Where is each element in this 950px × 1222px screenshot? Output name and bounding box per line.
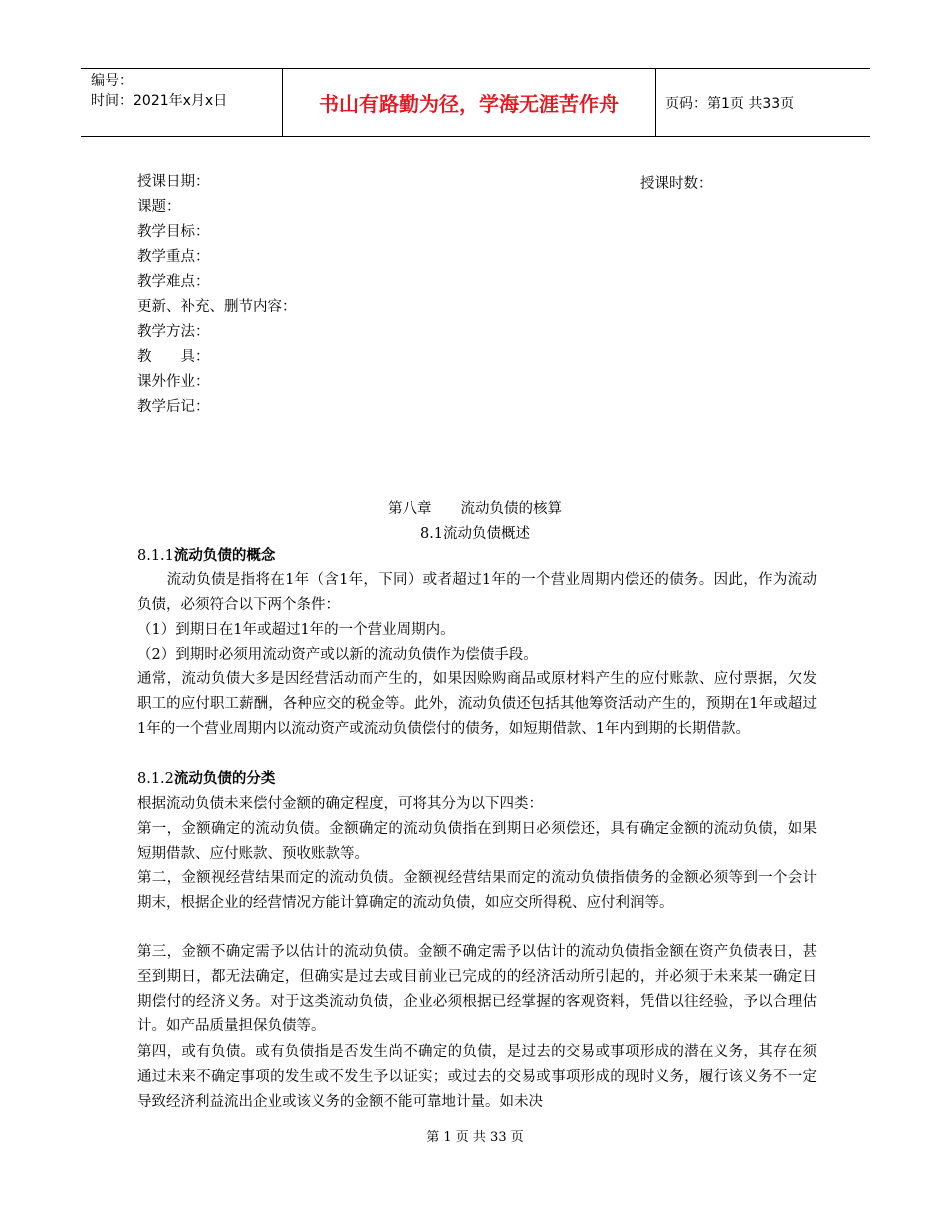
paragraph: 第二，金额视经营结果而定的流动负债。金额视经营结果而定的流动负债指债务的金额必须等到一个会计期末，根据企业的经营情况方能计算确定的流动负债，如应交所得税、应付利润等。: [137, 870, 817, 911]
section-title: 8.1流动负债概述: [419, 526, 531, 542]
subsection-heading: [137, 546, 275, 566]
paragraph: （1）到期日在1年或超过1年的一个营业周期内。: [137, 622, 455, 638]
form-updates: 更新、补充、删节内容：: [137, 299, 297, 315]
header-divider: [655, 69, 656, 136]
paragraph: 第一，金额确定的流动负债。金额确定的流动负债指在到期日必须偿还，具有确定金额的流动负债，如果短期借款、应付账款、预收账款等。: [137, 821, 817, 862]
subsection-number: 8.1.2: [137, 771, 174, 787]
paragraph: （2）到期时必须用流动资产或以新的流动负债作为偿债手段。: [137, 647, 538, 663]
form-notes: 教学后记：: [137, 399, 210, 415]
paragraph: 第三，金额不确定需予以估计的流动负债。金额不确定需予以估计的流动负债指金额在资产负债表日，甚至到期日，都无法确定，但确实是过去或目前业已完成的的经济活动所引起的，并必须于未来某一确定日期偿付的经济义务。对于这类流动负债，企业必须根据已经掌握的客观资料，凭借以往经验，予以合理估计。如产品质量担保负债等。: [137, 944, 817, 1035]
form-key-points: 教学重点：: [137, 249, 210, 265]
page-footer: 第 1 页 共 33 页: [426, 1130, 524, 1145]
form-tools: 教 具：: [137, 349, 210, 365]
subsection-heading: [137, 769, 275, 789]
paragraph: 根据流动负债未来偿付金额的确定程度，可将其分为以下四类：: [137, 796, 543, 812]
form-methods: 教学方法：: [137, 324, 210, 340]
header-motto: 书山有路勤为径，学海无涯苦作舟: [319, 92, 619, 116]
header-page-info: 页码：第1页 共33页: [665, 96, 795, 112]
number-label: 编号：: [91, 73, 133, 89]
subsection-number: 8.1.1: [137, 548, 174, 564]
form-hours: 授课时数：: [640, 176, 713, 192]
form-homework: 课外作业：: [137, 374, 210, 390]
form-topic: 课题：: [137, 199, 181, 215]
form-difficulties: 教学难点：: [137, 274, 210, 290]
form-date: 授课日期：: [137, 174, 210, 190]
header-meta: [81, 69, 281, 136]
subsection-title: 流动负债的分类: [173, 771, 276, 787]
paragraph: 第四，或有负债。或有负债指是否发生尚不确定的负债，是过去的交易或事项形成的潜在义务，其存在须通过未来不确定事项的发生或不发生予以证实；或过去的交易或事项形成的现时义务，履行该义务不一定导致经济利益流出企业或该义务的金额不能可靠地计量。如未决: [137, 1044, 817, 1110]
paragraph: 通常，流动负债大多是因经营活动而产生的，如果因赊购商品或原材料产生的应付账款、应付票据，欠发职工的应付职工薪酬，各种应交的税金等。此外，流动负债还包括其他筹资活动产生的，预期在1年或超过1年的一个营业周期内以流动资产或流动负债偿付的债务，如短期借款、1年内到期的长期借款。: [137, 671, 817, 737]
paragraph: 流动负债是指将在1年（含1年，下同）或者超过1年的一个营业周期内偿还的债务。因此，作为流动负债，必须符合以下两个条件：: [137, 572, 817, 613]
form-objectives: 教学目标：: [137, 224, 210, 240]
subsection-title: 流动负债的概念: [173, 548, 276, 564]
page-header: [81, 68, 870, 137]
chapter-title: 第八章 流动负债的核算: [388, 501, 562, 517]
time-label: 时间：2021年x月x日: [91, 93, 228, 109]
